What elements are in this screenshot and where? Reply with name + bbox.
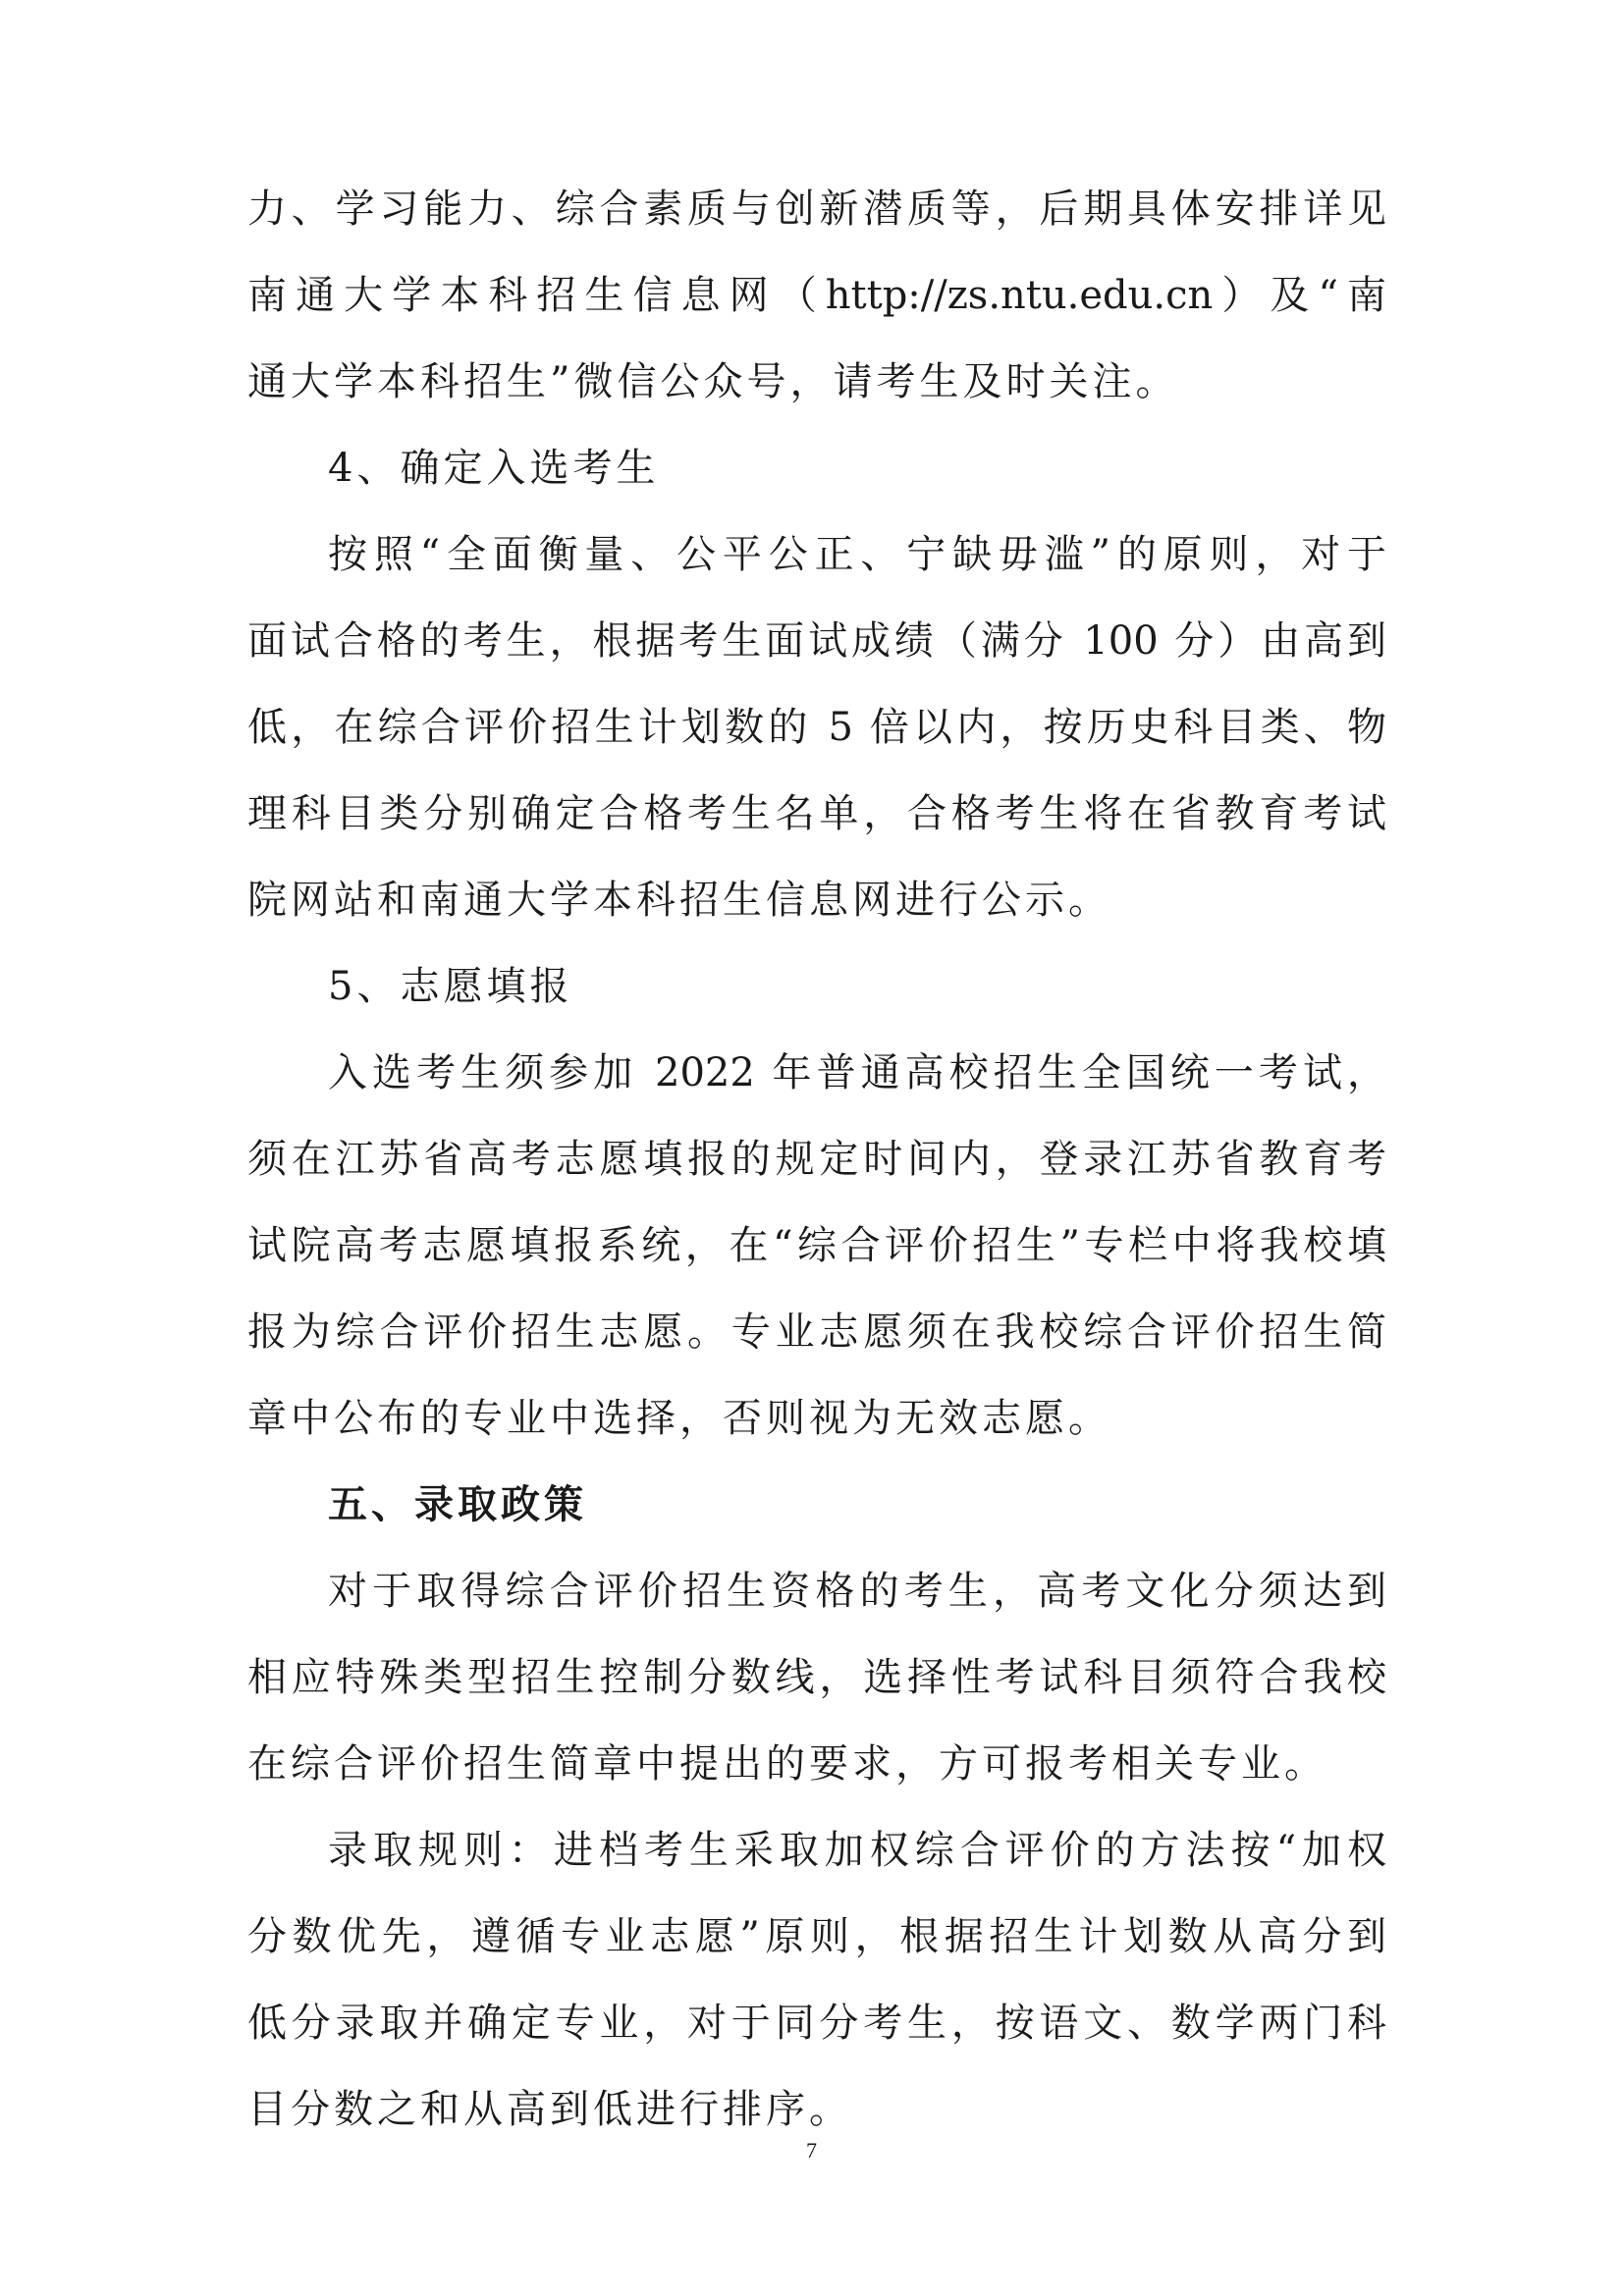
body-line: 力、学习能力、综合素质与创新潜质等，后期具体安排详见 xyxy=(247,187,1386,232)
section-heading-admission-policy: 五、录取政策 xyxy=(328,1481,587,1527)
body-line: 通大学本科招生”微信公众号，请考生及时关注。 xyxy=(247,359,1179,404)
body-line: 相应特殊类型招生控制分数线，选择性考试科目须符合我校 xyxy=(247,1655,1386,1700)
body-line: 试院高考志愿填报系统，在“综合评价招生”专栏中将我校填 xyxy=(247,1223,1386,1268)
body-line: 入选考生须参加 2022 年普通高校招生全国统一考试， xyxy=(328,1050,1386,1095)
body-line: 目分数之和从高到低进行排序。 xyxy=(247,2087,852,2132)
body-line: 按照“全面衡量、公平公正、宁缺毋滥”的原则，对于 xyxy=(328,532,1386,577)
body-line: 分数优先，遵循专业志愿”原则，根据招生计划数从高分到 xyxy=(247,1914,1386,1959)
page-number: 7 xyxy=(806,2138,817,2163)
subheading-select-candidates: 4、确定入选考生 xyxy=(328,446,660,491)
body-line: 院网站和南通大学本科招生信息网进行公示。 xyxy=(247,878,1111,923)
body-line: 对于取得综合评价招生资格的考生，高考文化分须达到 xyxy=(328,1569,1386,1614)
body-line: 南通大学本科招生信息网（http://zs.ntu.edu.cn）及“南 xyxy=(247,273,1386,318)
body-line: 面试合格的考生，根据考生面试成绩（满分 100 分）由高到 xyxy=(247,618,1386,664)
subheading-application: 5、志愿填报 xyxy=(328,964,573,1009)
body-line: 在综合评价招生简章中提出的要求，方可报考相关专业。 xyxy=(247,1741,1327,1787)
body-line: 理科目类分别确定合格考生名单，合格考生将在省教育考试 xyxy=(247,791,1386,836)
body-line: 报为综合评价招生志愿。专业志愿须在我校综合评价招生简 xyxy=(247,1309,1386,1355)
body-line: 录取规则：进档考生采取加权综合评价的方法按“加权 xyxy=(328,1828,1386,1873)
body-line: 须在江苏省高考志愿填报的规定时间内，登录江苏省教育考 xyxy=(247,1137,1386,1182)
body-line: 低分录取并确定专业，对于同分考生，按语文、数学两门科 xyxy=(247,2001,1386,2046)
body-line: 章中公布的专业中选择，否则视为无效志愿。 xyxy=(247,1396,1111,1441)
body-line: 低，在综合评价招生计划数的 5 倍以内，按历史科目类、物 xyxy=(247,705,1386,750)
